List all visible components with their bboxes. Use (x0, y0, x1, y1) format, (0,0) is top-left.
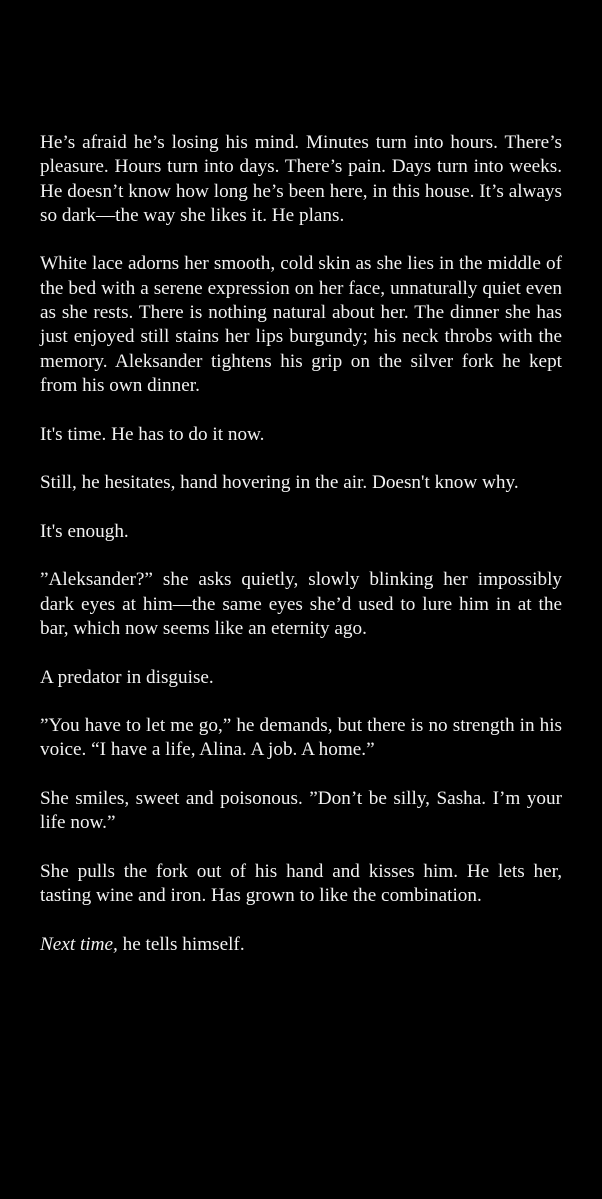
story-text (40, 131, 562, 957)
paragraph-4: Still, he hesitates, hand hovering in the air. Doesn't know why. (40, 472, 519, 494)
paragraph-7: A predator in disguise. (40, 666, 214, 688)
paragraph-10: She pulls the fork out of his hand and kisses him. He lets her, tasting wine and iron. Has grown to like the combination. (40, 860, 562, 907)
paragraph-2: White lace adorns her smooth, cold skin as she lies in the middle of the bed with a serene expression on her face, unnaturally quiet even as she rests. There is nothing natural about her. The dinner she has just enjoyed still stains her lips burgundy; his neck throbs with the memory. Aleksander tightens his grip on the silver fork he kept from his own dinner. (40, 253, 562, 396)
paragraph-11 (40, 933, 562, 957)
paragraph-5: It's enough. (40, 520, 129, 542)
paragraph-3: It's time. He has to do it now. (40, 423, 265, 445)
paragraph-1: He’s afraid he’s losing his mind. Minutes turn into hours. There’s pleasure. Hours turn into days. There’s pain. Days turn into weeks. He doesn’t know how long he’s been here, in this house. It’s always so dark—the way she likes it. He plans. (40, 132, 562, 226)
paragraph-8: ”You have to let me go,” he demands, but there is no strength in his voice. “I have a life, Alina. A job. A home.” (40, 715, 562, 761)
paragraph-9: She smiles, sweet and poisonous. ”Don’t be silly, Sasha. I’m your life now.” (40, 788, 562, 834)
paragraph-6: ”Aleksander?” she asks quietly, slowly blinking her impossibly dark eyes at him—the same eyes she’d used to lure him in at the bar, which now seems like an eternity ago. (40, 569, 562, 639)
italic-phrase: Next time, (40, 933, 118, 955)
paragraph-11-rest: he tells himself. (117, 933, 245, 955)
